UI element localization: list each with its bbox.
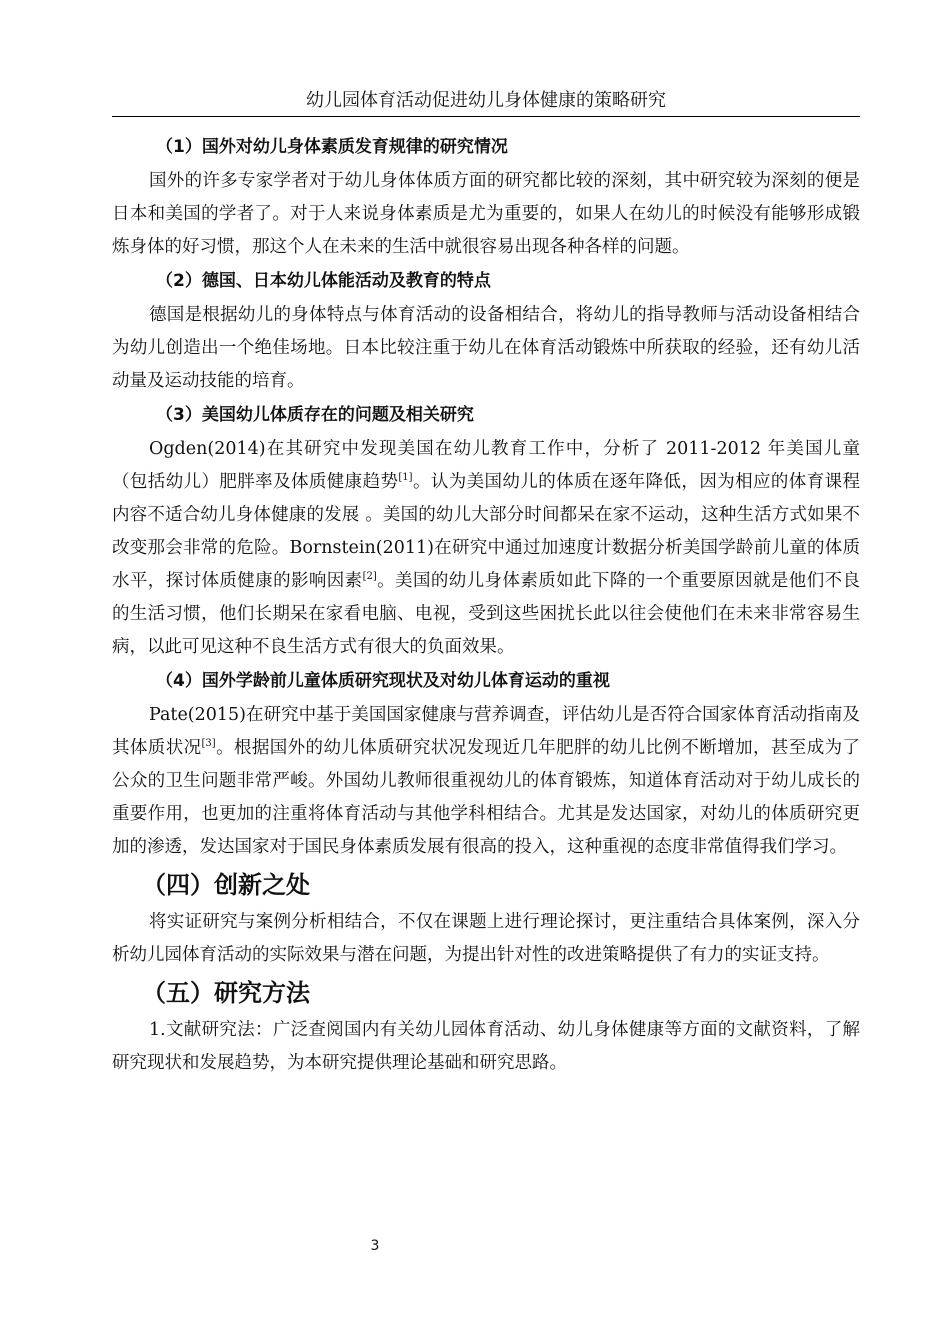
paragraph-literature-method: 1.文献研究法：广泛查阅国内有关幼儿园体育活动、幼儿身体健康等方面的文献资料，了解研究现状和发展趋势，为本研究提供理论基础和研究思路。 xyxy=(112,1020,860,1073)
page-header xyxy=(112,88,860,117)
us-text-part-1: Ogden(2014)在其研究中发现美国在幼儿教育工作中，分析了 2011-2012 年美国儿童（包括幼儿）肥胖率及体质健康趋势 xyxy=(112,439,860,492)
subheading-foreign-physical-development: （1）国外对幼儿身体素质发育规律的研究情况 xyxy=(156,137,508,157)
preschool-text-part-2: 。根据国外的幼儿体质研究状况发现近几年肥胖的幼儿比例不断增加，甚至成为了公众的卫生问题非常严峻。外国幼儿教师很重视幼儿的体育锻炼，知道体育活动对于幼儿成长的重要作用，也更加的注重将体育活动与其他学科相结合。尤其是发达国家，对幼儿的体质研究更加的渗透，发达国家对于国民身体素质发展有很高的投入，这种重视的态度非常值得我们学习。 xyxy=(112,738,861,857)
paragraph-foreign-scholars: 国外的许多专家学者对于幼儿身体体质方面的研究都比较的深刻，其中研究较为深刻的便是日本和美国的学者了。对于人来说身体素质是尤为重要的，如果人在幼儿的时候没有能够形成锻炼身体的好习惯，那这个人在未来的生活中就很容易出现各种各样的问题。 xyxy=(112,171,860,257)
section-heading-innovation: （四）创新之处 xyxy=(142,870,310,899)
citation-ref-1: [1] xyxy=(398,472,413,483)
preschool-text-part-1: Pate(2015)在研究中基于美国国家健康与营养调查，评估幼儿是否符合国家体育活动指南及其体质状况 xyxy=(112,705,860,758)
document-body xyxy=(112,130,860,1080)
citation-ref-3: [3] xyxy=(201,738,216,749)
section-heading-methods: （五）研究方法 xyxy=(142,978,310,1007)
paragraph-us-physique xyxy=(112,433,860,664)
subheading-germany-japan: （2）德国、日本幼儿体能活动及教育的特点 xyxy=(156,271,491,291)
paragraph-innovation: 将实证研究与案例分析相结合，不仅在课题上进行理论探讨，更注重结合具体案例，深入分析幼儿园体育活动的实际效果与潜在问题，为提出针对性的改进策略提供了有力的实证支持。 xyxy=(112,912,860,965)
page-number: 3 xyxy=(370,1238,380,1254)
citation-ref-2: [2] xyxy=(362,571,377,582)
subheading-us-physique: （3）美国幼儿体质存在的问题及相关研究 xyxy=(156,405,474,425)
paragraph-preschool-research xyxy=(112,699,860,864)
paragraph-germany-japan: 德国是根据幼儿的身体特点与体育活动的设备相结合，将幼儿的指导教师与活动设备相结合为幼儿创造出一个绝佳场地。日本比较注重于幼儿在体育活动锻炼中所获取的经验，还有幼儿活动量及运动技能的培育。 xyxy=(112,305,860,391)
header-title: 幼儿园体育活动促进幼儿身体健康的策略研究 xyxy=(306,90,666,111)
subheading-preschool-research: （4）国外学龄前儿童体质研究现状及对幼儿体育运动的重视 xyxy=(156,671,610,691)
us-text-part-3: 。美国的幼儿身体素质如此下降的一个重要原因就是他们不良的生活习惯，他们长期呆在家看电脑、电视，受到这些困扰长此以往会使他们在未来非常容易生病，以此可见这种不良生活方式有很大的负面效果。 xyxy=(112,571,861,657)
us-text-part-2: 。认为美国幼儿的体质在逐年降低，因为相应的体育课程内容不适合幼儿身体健康的发展 。美国的幼儿大部分时间都呆在家不运动，这种生活方式如果不改变那会非常的危险。Bornstein(2011)在研究中通过加速度计数据分析美国学龄前儿童的体质水平，探讨体质健康的影响因素 xyxy=(112,472,861,591)
